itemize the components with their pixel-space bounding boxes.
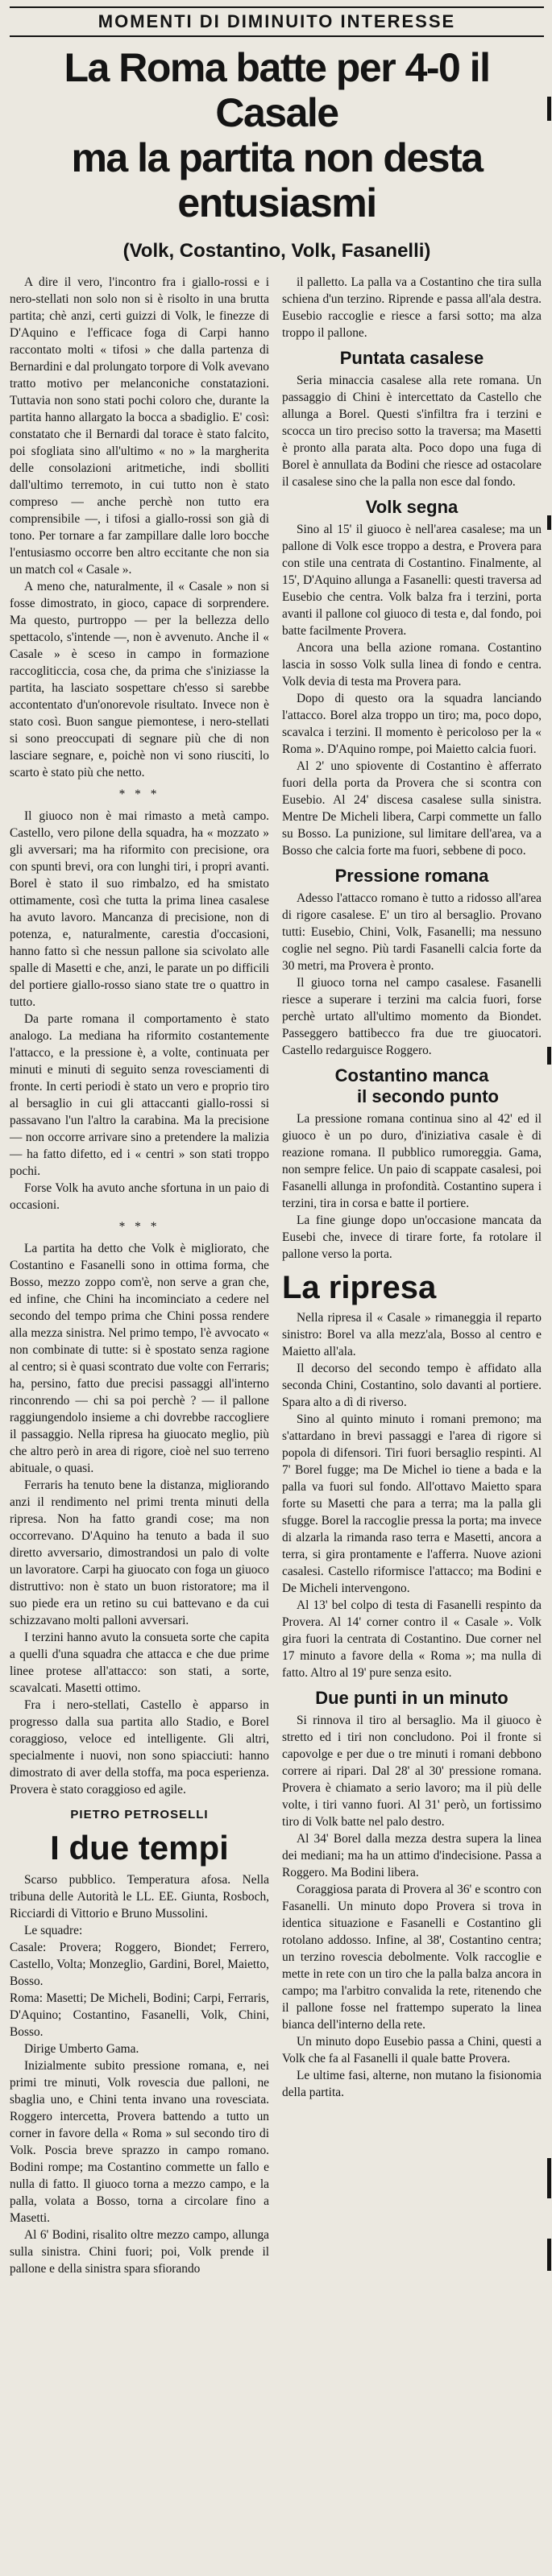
subheading	[282, 1065, 542, 1107]
edge-mark	[547, 97, 551, 121]
subheading: Due punti in un minuto	[315, 1688, 508, 1708]
paragraph: La partita ha detto che Volk è migliorato, che Costantino e Fasanelli sono in ottima forma, che Bosso, mezzo zoppo com'è, non serve a gran che, ed infine, che Chini ha incominciato a cedere nel secondo del tempo prima che Chini possa rendere alla mezza sinistra. Nel primo tempo, l'è avvocato « non combinate di tutte: si è spostato senza ragione al centro; si è quasi scontrato due volte con Ferraris; ha, persino, fatto due precisi passaggi all'interno rinconrendo — chi sa poi perchè ? — il pallone raggiungendolo insieme a chi dovrebbe raccogliere il passaggio. Nella ripresa ha giuocato meglio, più che altro però in area di rigore, cioè nel suo terreno abituale, o quasi.	[10, 1242, 269, 1475]
paragraph: Un minuto dopo Eusebio passa a Chini, questi a Volk che fa al Fasanelli il quale batte Provera.	[282, 2035, 542, 2065]
headline-line-1: La Roma batte per 4-0 il Casale	[64, 45, 490, 135]
paragraph: Da parte romana il comportamento è stato analogo. La mediana ha riformito costantemente l'attacco, e la pressione è, a volte, continuata per minuti e minuti di seguito senza rovesciamenti di fronte. In certi periodi è stato un vero e proprio tiro al bersaglio in cui gli attaccanti giallo-rossi si passavano l'un l'altro la carabina. Ma la precisione — non occorre arrivare sino a pretendere la malizia — ha fatto difetto, ed i « centri » son stati troppo pochi.	[10, 1012, 269, 1178]
subheading-line-2: il secondo punto	[357, 1086, 499, 1106]
section-heading: La ripresa	[282, 1270, 437, 1305]
paragraph: Inizialmente subito pressione romana, e, nei primi tre minuti, Volk rovescia due palloni, ne sbaglia uno, e Chini tenta invano una rovesciata. Roggero intercetta, Provera battendo a tutto un corner in favore della « Roma » sul secondo tiro di Volk. Poscia breve sprazzo in campo romano. Bodini rompe; ma Costantino commette un fallo e nulla di fatto. Il giuoco torna a mezzo campo, e la palla, volata a Bosso, torna a circolare fino a Masetti.	[10, 2059, 269, 2225]
paragraph: Adesso l'attacco romano è tutto a ridosso all'area di rigore casalese. E' un tiro al bersaglio. Provano tutti: Eusebio, Chini, Volk, Fasanelli; ma nessuno coglie nel segno. Più tardi Fasanelli calcia forte da 30 metri, ma Provera è pronto.	[282, 891, 542, 973]
paragraph: Coraggiosa parata di Provera al 36' e scontro con Fasanelli. Un minuto dopo Provera si trova in identica situazione e Fasanelli e Costantino gli rotolano addosso. Infine, al 38', Costantino centra; un terzino rovescia debolmente. Volk raccoglie e mette in rete con un tiro che la palla balza ancora in campo; ma l'arbitro convalida la rete, ritenendo che il pallone fosse nel frattempo superato la linea bianca dell'interno della rete.	[282, 1883, 542, 2032]
paragraph: A meno che, naturalmente, il « Casale » non si fosse dimostrato, in gioco, capace di sorprendere. Ma questo, purtroppo — per la bellezza dello spettacolo, s'intende —, non è avvenuto. Anche il « Casale » è sceso in campo in formazione raccogliticcia, cosa che, da prima che s'iniziasse la partita, ha lasciato sospettare ch'esso si sarebbe accontentato d'un'onorevole risultato. Invece non è stato così. Buon sangue piemontese, i nero-stellati si sono preoccupati di segnare più che di non lasciare segnare, e, poichè non vi sono riusciti, lo scarto è stato più che netto.	[10, 580, 269, 779]
edge-mark	[547, 2158, 551, 2198]
paragraph: La fine giunge dopo un'occasione mancata da Eusebi che, invece di tirare forte, fa rotolare il pallone verso la porta.	[282, 1214, 542, 1261]
paragraph: Dopo di questo ora la squadra lanciando l'attacco. Borel alza troppo un tiro; ma, poco dopo, scavalca i terzini. Il momento è pericoloso per la « Roma ». D'Aquino rompe, poi Maietto calcia fuori.	[282, 692, 542, 756]
paragraph: Al 13' bel colpo di testa di Fasanelli respinto da Provera. Al 14' corner contro il « Casale ». Volk gira fuori la centrata di Costantino. Due corner nel 17 minuto a favore della « Roma »; ma nulla di fatto. Altro al 19' pure senza esito.	[282, 1598, 542, 1680]
adjacent-column-edge	[546, 0, 552, 2576]
subheading: Volk segna	[365, 497, 459, 517]
edge-mark	[547, 515, 551, 530]
paragraph: Sino al quinto minuto i romani premono; ma s'attardano in brevi passaggi e l'area di rigore si popola di difensori. Tiri fuori bersaglio respinti. Al 7' Borel fugge; ma De Michel io tiene a bada e la palla va fuori sul fondo. All'ottavo Maietto spara forte su Masetti che para a terra; ma la palla gli sfugge. Borel la raccoglie pressa la porta; ma invece di alzarla la rimanda raso terra e Masetti, ancora a terra, si gira prontamente e l'afferra. Nuove azioni casalesi. Castello riformisce l'attacco; ma Bodini e De Micheli intervengono.	[282, 1412, 542, 1595]
edge-mark	[547, 2239, 551, 2271]
team-lineup: Casale: Provera; Roggero, Biondet; Ferrero, Castello, Volta; Monzeglio, Gardini, Borel, Maietto, Bosso.	[10, 1941, 269, 1988]
paragraph: Il giuoco torna nel campo casalese. Fasanelli riesce a superare i terzini ma calcia fuori, forse perchè urtato all'ultimo momento da Biondet. Passeggero battibecco fra due tre giuocatori. Castello redarguisce Roggero.	[282, 976, 542, 1057]
paragraph: Forse Volk ha avuto anche sfortuna in un paio di occasioni.	[10, 1181, 269, 1212]
scorers-subtitle: (Volk, Costantino, Volk, Fasanelli)	[122, 240, 431, 262]
kicker-heading: MOMENTI DI DIMINUITO INTERESSE	[10, 6, 544, 37]
paragraph: Scarso pubblico. Temperatura afosa. Nella tribuna delle Autorità le LL. EE. Giunta, Rosboch, Ricciardi di Vittorio e Bruno Mussolini.	[10, 1873, 269, 1921]
subheading: Puntata casalese	[339, 348, 484, 368]
paragraph: Seria minaccia casalese alla rete romana. Un passaggio di Chini è intercettato da Castello che allunga a Borel. Questi s'infiltra fra i terzini e scocca un tiro preciso sotto la traversa; ma Masetti è pronto alla parata alta. Poco dopo una fuga di Borel è annullata da Bodini che riesce ad ostacolare il casalese sino che la palla non esce dal fondo.	[282, 374, 542, 489]
separator: * * *	[118, 788, 160, 801]
section-heading: I due tempi	[50, 1829, 229, 1867]
edge-mark	[547, 1047, 551, 1065]
paragraph: Dirige Umberto Gama.	[24, 2042, 139, 2056]
subheading-line-1: Costantino manca	[334, 1065, 489, 1085]
paragraph: Fra i nero-stellati, Castello è apparso in progresso dalla sua partita allo Stadio, e Borel coraggioso, veloce ed intelligente. Gli altri, specialmente i nuovi, non sono spiacciuti: hanno dimostrato di aver della stoffa, ma poca esperienza. Provera è stato coraggioso ed agile.	[10, 1698, 269, 1797]
paragraph: Le ultime fasi, alterne, non mutano la fisionomia della partita.	[282, 2069, 542, 2099]
paragraph: Il decorso del secondo tempo è affidato alla seconda Chini, Costantino, solo davanti al portiere. Spara alto a dì di riverso.	[282, 1362, 542, 1409]
separator: * * *	[118, 1220, 160, 1234]
article-columns	[10, 274, 544, 2277]
subheading: Pressione romana	[334, 866, 489, 886]
headline	[10, 45, 544, 225]
paragraph: Al 2' uno spiovente di Costantino è afferrato fuori della porta da Provera che si scontra con Eusebio. Al 24' discesa casalese sulla sinistra. Mentre De Micheli libera, Carpi commette un fallo su Bosso. La punizione, sul limitare dell'area, va a Bosso che calcia forte ma fuori, sebbene di poco.	[282, 759, 542, 858]
team-lineup: Roma: Masetti; De Micheli, Bodini; Carpi, Ferraris, D'Aquino; Costantino, Fasanelli, Volk, Chini, Bosso.	[10, 1991, 269, 2039]
paragraph: A dire il vero, l'incontro fra i giallo-rossi e i nero-stellati non solo non si è risolto in una brutta partita; chè anzi, certi guizzi di Volk, le finezze di D'Aquino e l'efficace foga di Carpi hanno raccontato molti « tifosi » che dalla partenza di Bernardini e dal prolungato torpore di Volk avevano tratto motivo per melanconiche constatazioni. Tuttavia non sono stati pochi coloro che, durante la partita hanno allargato la bocca a sbadiglio. E' così: constatato che il Bernardi dal torace è stato falcito, poi sfogliata sino all'ultimo « no » la margherita delle consolazioni aritmetiche, indi sbolliti dall'ultimo terremoto, in cui tutto non è stato compreso — anche perchè non tutto era comprensibile —, i tifosi a giallo-rossi son già di tono. Per tornare a far zampillare dalle loro bocche l'entusiasmo occorre ben altro eccitante che non sia un match col « Casale ».	[10, 275, 269, 577]
paragraph: il palletto. La palla va a Costantino che tira sulla schiena d'un terzino. Riprende e passa all'ala destra. Eusebio raccoglie e riesce a farsi sotto; ma alza troppo il pallone.	[282, 275, 542, 340]
paragraph: Ancora una bella azione romana. Costantino lascia in sosso Volk sulla linea di fondo e centra. Volk devia di testa ma Provera para.	[282, 641, 542, 688]
paragraph: Il giuoco non è mai rimasto a metà campo. Castello, vero pilone della squadra, ha « mozzato » gli avversari; ma ha riformito con precisione, ora con spunti brevi, ora con lunghi tiri, i propri avanti. Borel è stato il suo rimbalzo, ed ha smistato ottimamente, così che tutta la prima linea casalese ha avuto lavoro. Mancanza di precisione, non di potenza, e, naturalmente, carestia d'occasioni, hanno fatto sì che nessun pallone sia scivolato alle spalle di Masetti e che, anzi, le parate un po difficili del portiere giallo-rosso siano state tre o quattro in tutto.	[10, 809, 269, 1009]
left-column	[10, 274, 269, 2277]
paragraph: I terzini hanno avuto la consueta sorte che capita a quelli d'una squadra che attacca e che due prime linee protese all'attacco: son stati, a sorte, scavalcati. Masetti ottimo.	[10, 1631, 269, 1695]
paragraph: Sino al 15' il giuoco è nell'area casalese; ma un pallone di Volk esce troppo a destra, e Provera para con stile una centrata di Costantino. Finalmente, al 15', D'Aquino allunga a Fasanelli: questi traversa ad Eusebio che centra. Volk balza fra i terzini, porta avanti il pallone col giuoco di testa e, dal fondo, poi batte facilmente Provera.	[282, 523, 542, 638]
paragraph: Le squadre:	[24, 1924, 83, 1937]
paragraph: Al 34' Borel dalla mezza destra supera la linea dei mediani; ma ha un attimo d'indecisione. Passa a Roggero. Ma Bodini libera.	[282, 1832, 542, 1879]
paragraph: Si rinnova il tiro al bersaglio. Ma il giuoco è stretto ed i tiri non concludono. Poi il fronte si capovolge e per due o tre minuti i romani debbono correre ai ripari. Dal 28' al 30' pressione romana. Provera è chiamato a serio lavoro; ma il più delle volte, i tiri vanno fuori. Al 31' però, un fortissimo tiro di Volk batte nel palo destro.	[282, 1714, 542, 1829]
paragraph: Nella ripresa il « Casale » rimaneggia il reparto sinistro: Borel va alla mezz'ala, Bosso al centro e Maietto all'ala.	[282, 1311, 542, 1358]
headline-line-2: ma la partita non desta entusiasmi	[71, 135, 483, 225]
right-column	[282, 274, 542, 2101]
paragraph: La pressione romana continua sino al 42' ed il giuoco è un po duro, d'iniziativa casale è di reazione romana. Il pubblico rumoreggia. Gama, non sempre felice. Un paio di scappate casalesi, poi Fasanelli allunga in profondità. Costantino supera i terzini, tira in corsa e batte il portiere.	[282, 1112, 542, 1210]
author-byline: PIETRO PETROSELLI	[70, 1808, 209, 1821]
paragraph: Al 6' Bodini, risalito oltre mezzo campo, allunga sulla sinistra. Chini fuori; poi, Volk prende il pallone e della sinistra spara sfiorando	[10, 2228, 269, 2276]
paragraph: Ferraris ha tenuto bene la distanza, migliorando anzi il rendimento nel primi trenta minuti della ripresa. Non ha fatto grandi cose; ma non occorrevano. D'Aquino ha tenuto a bada il suo diretto avversario, dimostrandosi un palo di volte un lavoratore. Carpi ha giuocato con foga un giuoco distruttivo: non è stato un buon ristoratore; ma il suo piede era un retino su cui battevano e da cui schizzavano molti palloni avversari.	[10, 1478, 269, 1627]
